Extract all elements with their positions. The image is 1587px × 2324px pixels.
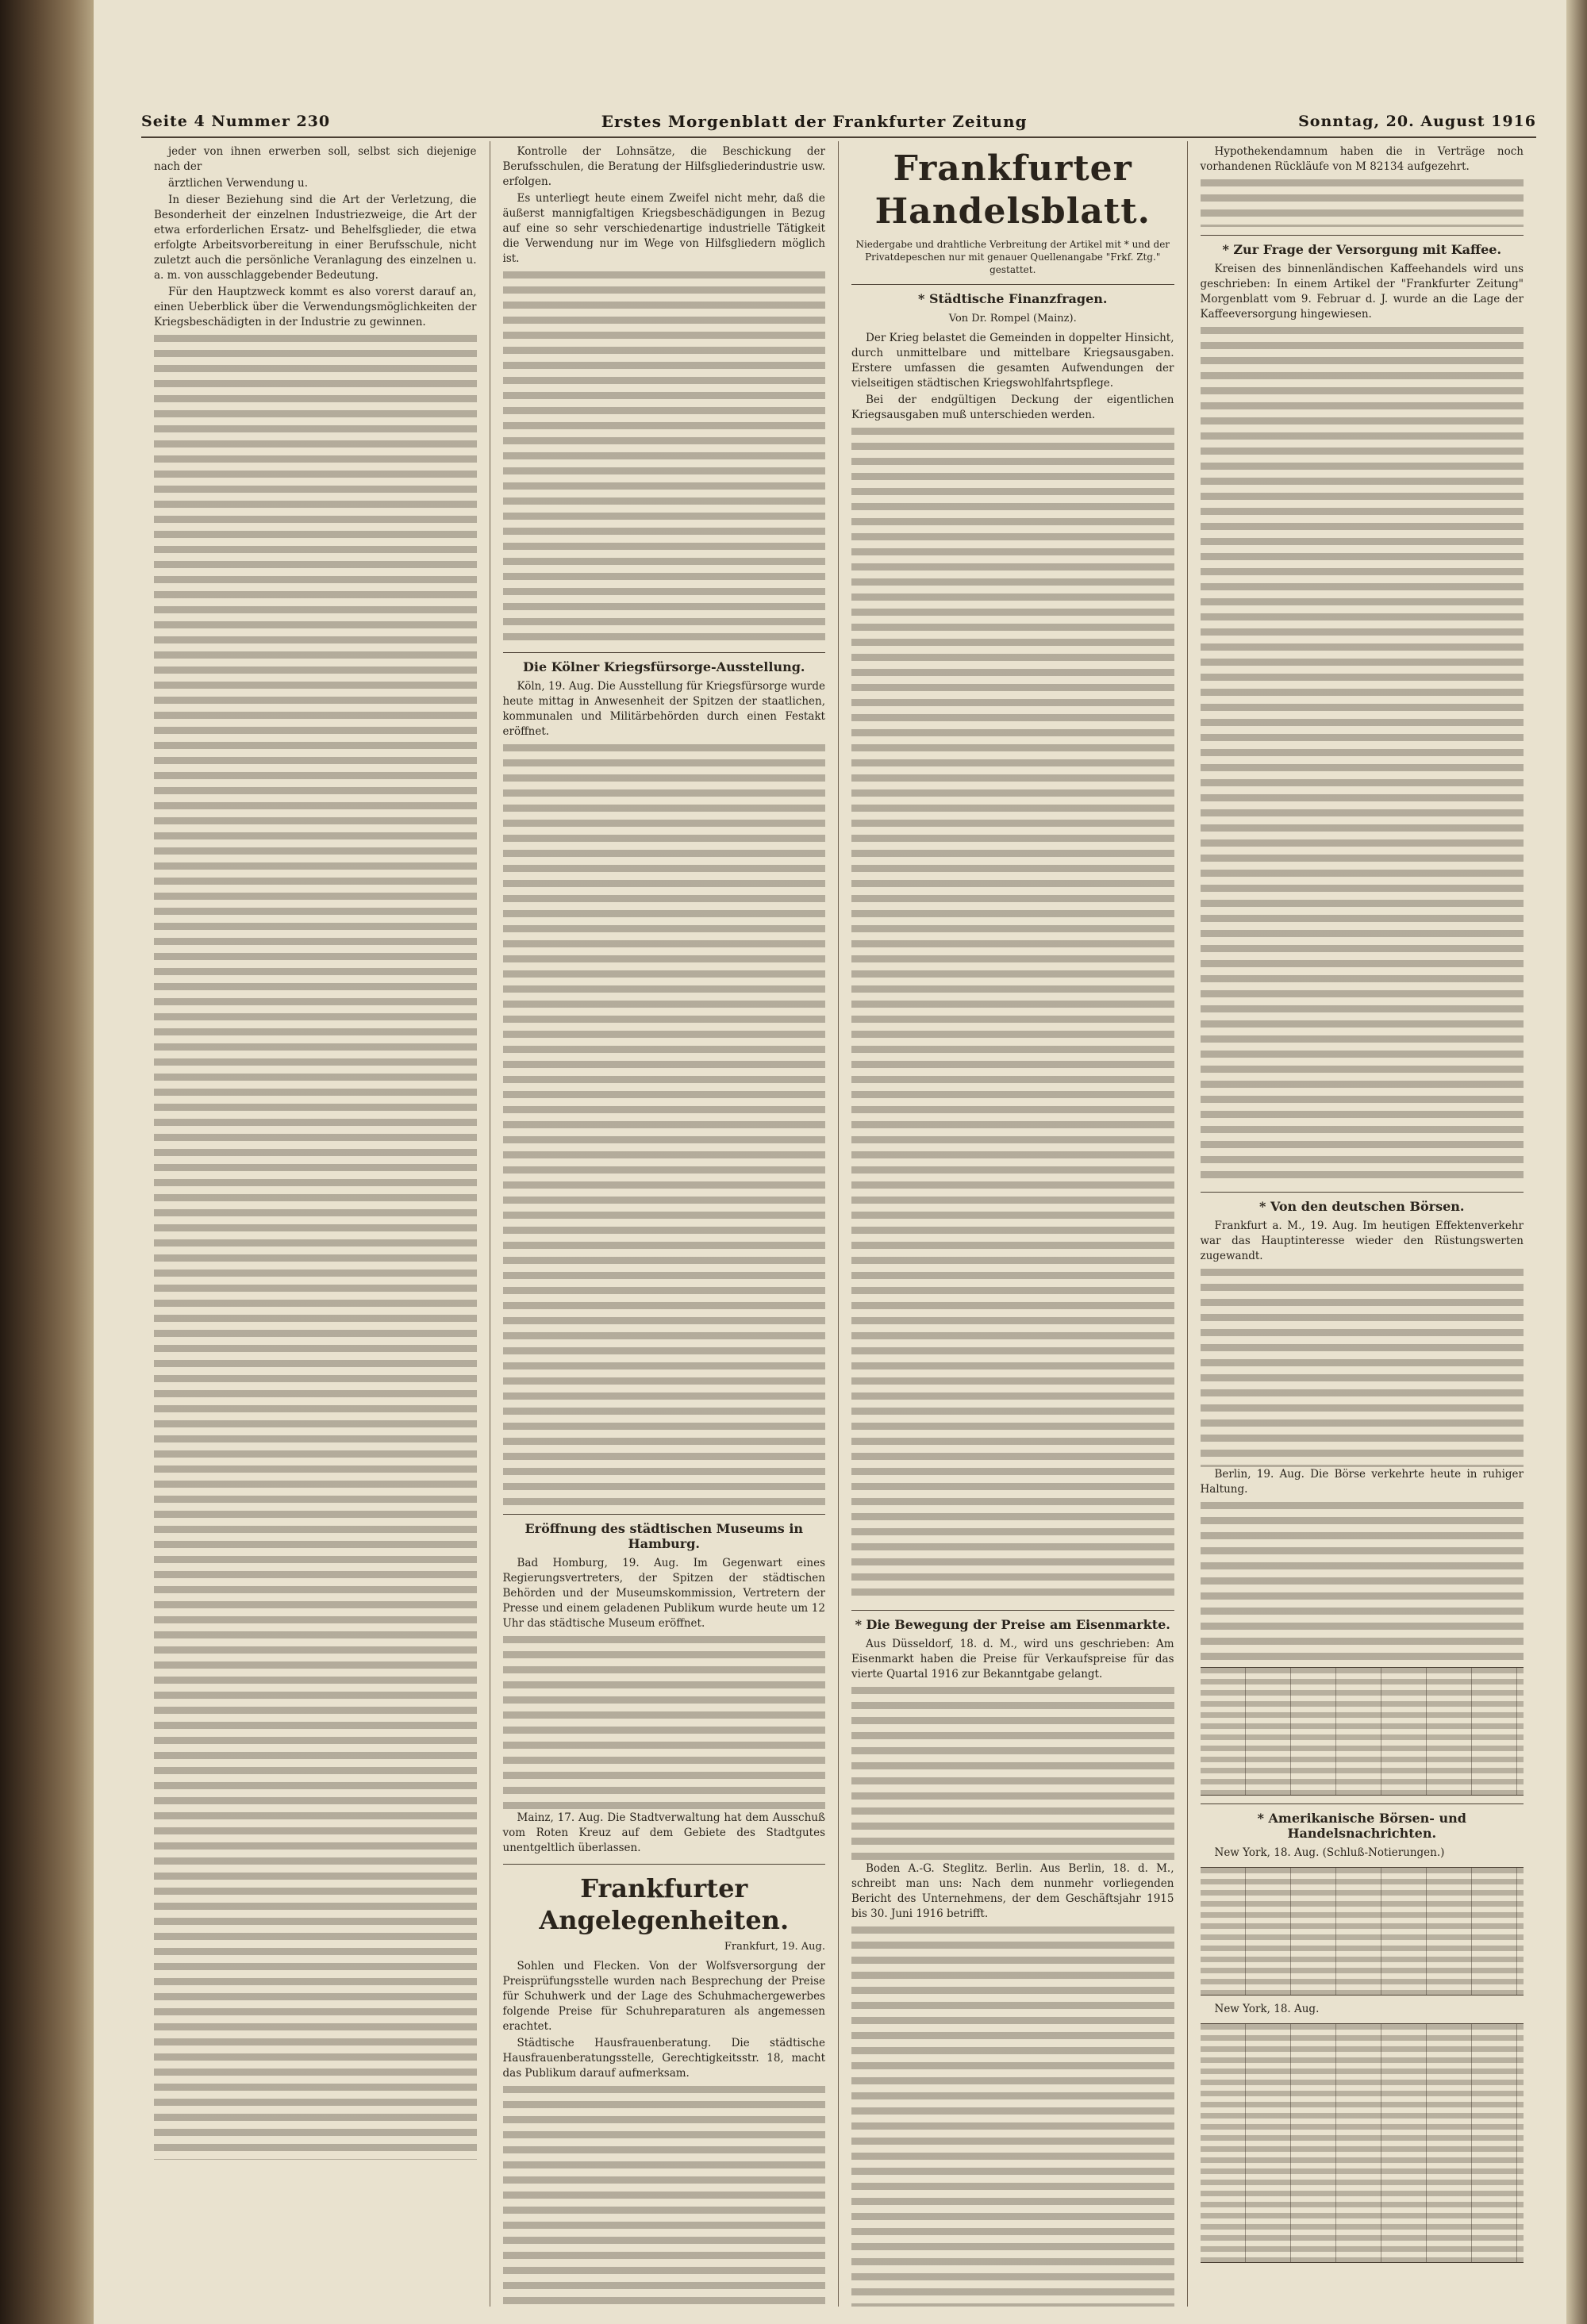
text-paragraph: Für den Hauptzweck kommt es also vorerst darauf an, einen Ueberblick über die Verwendungsmöglichkeiten der Kriegsbeschädigten in der Industrie zu gewinnen.: [154, 286, 477, 328]
text-paragraph: Boden A.-G. Steglitz. Berlin. Aus Berlin, 18. d. M., schreibt man uns: Nach dem nunmehr vorliegenden Bericht des Unternehmens, der dem Geschäftsjahr 1915 bis 30. Juni 1916 betrifft.: [851, 1862, 1174, 1920]
text-paragraph: Bad Homburg, 19. Aug. Im Gegenwart eines Regierungsvertreters, der Spitzen der städtischen Behörden und der Museumskommission, Vertretern der Presse und einem geladenen Publikum wurde heute um 12 Uhr das städtische Museum eröffnet.: [502, 1557, 825, 1630]
text-paragraph: Kontrolle der Lohnsätze, die Beschickung der Berufsschulen, die Beratung der Hilfsgliederindustrie usw. erfolgen.: [502, 145, 825, 188]
body-text-block: [851, 1926, 1174, 2307]
text-columns: [141, 141, 1536, 2307]
column-4: [1188, 141, 1537, 2307]
text-paragraph: Berlin, 19. Aug. Die Börse verkehrte heute in ruhiger Haltung.: [1200, 1468, 1524, 1496]
book-binding: [0, 0, 94, 2324]
text-line: ärztlichen Verwendung u.: [168, 177, 309, 190]
text-paragraph: Aus Düsseldorf, 18. d. M., wird uns geschrieben: Am Eisenmarkt haben die Preise für Verkaufspreise für das vierte Quartal 1916 zur Bekanntgabe gelangt.: [851, 1638, 1174, 1681]
text-paragraph: Städtische Hausfrauenberatung. Die städtische Hausfrauenberatungsstelle, Gerechtigkeitsstr. 18, macht das Publikum darauf aufmerksam.: [502, 2037, 825, 2080]
body-text-block: [1201, 327, 1524, 1184]
frankfurt-heading: Frankfurter Angelegenheiten.: [539, 1873, 790, 1935]
text-paragraph: Es unterliegt heute einem Zweifel nicht mehr, daß die äußerst mannigfaltigen Kriegsbeschädigungen in Bezug auf eine so sehr verschiedenartige industrielle Tätigkeit die Verwendung nur im Wege von Hilfsgliedern möglich ist.: [502, 192, 825, 265]
section-divider: [1201, 1192, 1524, 1193]
body-text-block: [503, 271, 826, 644]
body-text-block: [503, 1636, 826, 1811]
body-text-block: [1201, 1269, 1524, 1467]
newspaper-title: Erstes Morgenblatt der Frankfurter Zeitung: [601, 112, 1028, 131]
text-paragraph: Frankfurt a. M., 19. Aug. Im heutigen Effektenverkehr war das Hauptinteresse wieder den Rüstungswerten zugewandt.: [1200, 1220, 1524, 1262]
boersen-heading: * Von den deutschen Börsen.: [1259, 1199, 1465, 1214]
kaffee-heading: * Zur Frage der Versorgung mit Kaffee.: [1222, 242, 1502, 257]
body-text-block: [1201, 179, 1524, 227]
section-divider: [1201, 235, 1524, 236]
section-divider: [503, 1514, 826, 1515]
column-1: [141, 141, 490, 2307]
koeln-heading: Die Kölner Kriegsfürsorge-Ausstellung.: [523, 659, 805, 674]
page-number: Seite 4 Nummer 230: [141, 113, 331, 130]
body-text-block: [503, 744, 826, 1506]
text-line: jeder von ihnen erwerben soll, selbst sich diejenige nach der: [154, 145, 477, 173]
issue-date: Sonntag, 20. August 1916: [1298, 113, 1536, 130]
text-paragraph: Sohlen und Flecken. Von der Wolfsversorgung der Preisprüfungsstelle wurden nach Besprechung der Preise für Schuhwerk und der Lage des Schuhmachergewerbes folgende Preise für Schuhreparaturen als angemessen erachtet.: [502, 1960, 825, 2033]
body-text-block: [1201, 1502, 1524, 1661]
text-line: New York, 18. Aug. (Schluß-Notierungen.): [1214, 1846, 1445, 1859]
dateline: Frankfurt, 19. Aug.: [724, 1941, 825, 1953]
section-divider: [503, 1864, 826, 1865]
newspaper-page: [94, 0, 1566, 2324]
column-2: [490, 141, 840, 2307]
column-3: [839, 141, 1188, 2307]
author-line: Von Dr. Rompel (Mainz).: [948, 313, 1077, 325]
finanzfragen-heading: * Städtische Finanzfragen.: [918, 291, 1108, 306]
section-divider: [503, 652, 826, 653]
text-line: New York, 18. Aug.: [1214, 2003, 1320, 2015]
handelsblatt-title: Frankfurter Handelsblatt.: [874, 148, 1151, 232]
hamburg-heading: Eröffnung des städtischen Museums in Hamburg.: [525, 1521, 804, 1551]
stock-table: [1201, 1667, 1524, 1796]
eisenmarkt-heading: * Die Bewegung der Preise am Eisenmarkte.: [855, 1617, 1170, 1632]
masthead: [141, 106, 1536, 138]
text-paragraph: In dieser Beziehung sind die Art der Verletzung, die Besonderheit der einzelnen Industriezweige, die Art der etwa erforderlichen Ersatz- und Behelfsglieder, die etwa erfolgte Arbeitsvorbereitung in einer Berufsschule, nicht zuletzt auch die persönliche Veranlagung des einzelnen u. a. m. von ausschlaggebender Bedeutung.: [154, 194, 477, 282]
body-text-block: [154, 335, 477, 2160]
body-text-block: [851, 1687, 1174, 1861]
text-paragraph: Bei der endgültigen Deckung der eigentlichen Kriegsausgaben muß unterschieden werden.: [851, 394, 1174, 421]
text-paragraph: Der Krieg belastet die Gemeinden in doppelter Hinsicht, durch unmittelbare und mittelbare Kriegsausgaben. Erstere umfassen die gesamten Aufwendungen der vielseitigen städtischen Kriegswohlfahrtspflege.: [851, 332, 1174, 390]
text-paragraph: Mainz, 17. Aug. Die Stadtverwaltung hat dem Ausschuß vom Roten Kreuz auf dem Gebiete des Stadtgutes unentgeltlich überlassen.: [502, 1811, 825, 1854]
page-stack-edge: [1566, 0, 1587, 2324]
text-paragraph: Hypothekendamnum haben die in Verträge noch vorhandenen Rückläufe von M 82134 aufgezehrt.: [1200, 145, 1524, 173]
text-paragraph: Kreisen des binnenländischen Kaffeehandels wird uns geschrieben: In einem Artikel der "Frankfurter Zeitung" Morgenblatt vom 9. Februar d. J. wurde an die Lage der Kaffeeversorgung hingewiesen.: [1200, 263, 1524, 321]
amerika-heading: * Amerikanische Börsen- und Handelsnachrichten.: [1257, 1811, 1466, 1841]
stock-table: [1201, 2023, 1524, 2263]
text-paragraph: Köln, 19. Aug. Die Ausstellung für Kriegsfürsorge wurde heute mittag in Anwesenheit der Spitzen der staatlichen, kommunalen und Militärbehörden durch einen Festakt eröffnet.: [502, 680, 825, 738]
body-text-block: [851, 428, 1174, 1602]
section-divider: [851, 1610, 1174, 1611]
body-text-block: [503, 2086, 826, 2307]
reprint-notice: Niedergabe und drahtliche Verbreitung der Artikel mit * und der Privatdepeschen nur mit genauer Quellenangabe "Frkf. Ztg." gestattet.: [855, 239, 1170, 275]
stock-table: [1201, 1867, 1524, 1996]
section-divider: [851, 284, 1174, 285]
